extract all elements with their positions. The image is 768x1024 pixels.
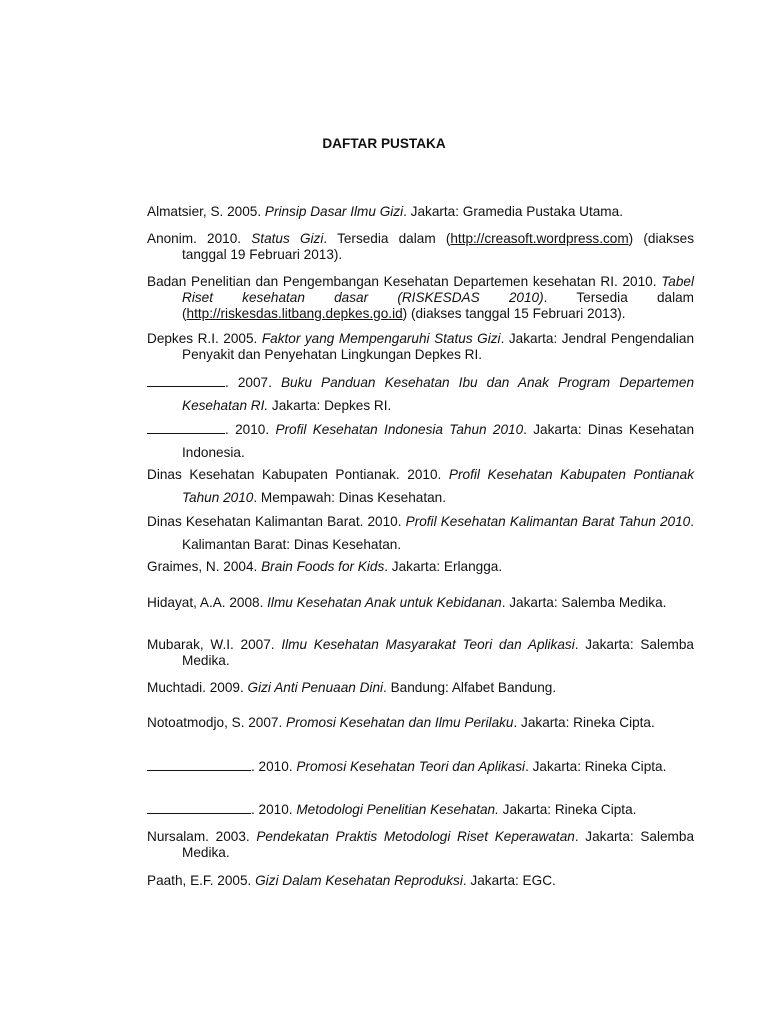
reference-text: . Jakarta: Salemba Medika. [501, 595, 667, 610]
reference-entry [147, 418, 694, 464]
reference-text: . Jakarta: EGC. [462, 873, 556, 888]
reference-text: Jakarta: Rineka Cipta. [498, 802, 637, 817]
reference-text: ) (diakses tanggal 15 Februari 2013). [402, 306, 626, 321]
reference-title: Promosi Kesehatan Teori dan Aplikasi [296, 759, 526, 774]
reference-entry [147, 204, 694, 220]
reference-text: Mubarak, W.I. 2007. [147, 637, 282, 652]
reference-text: Graimes, N. 2004. [147, 559, 262, 574]
reference-text: . Jakarta: Jendral Pengendalian Penyakit dan Penyehatan Lingkungan Depkes RI. [182, 331, 694, 362]
reference-title: Buku Panduan Kesehatan Ibu dan Anak Program Departemen Kesehatan RI. [182, 375, 694, 413]
reference-text: . 2010. [251, 802, 297, 817]
reference-text: Dinas Kesehatan Kalimantan Barat. 2010. [147, 514, 406, 529]
page-title: DAFTAR PUSTAKA [322, 136, 446, 151]
reference-title: Status Gizi [251, 231, 324, 246]
reference-text: . Tersedia dalam ( [323, 231, 451, 246]
reference-entry [147, 231, 694, 263]
reference-text: . Bandung: Alfabet Bandung. [383, 680, 557, 695]
reference-title: Pendekatan Praktis Metodologi Riset Keperawatan [256, 829, 575, 844]
reference-link[interactable]: http://creasoft.wordpress.com [450, 231, 629, 246]
reference-entry [147, 463, 694, 509]
reference-title: Tabel Riset kesehatan dasar (RISKESDAS 2010) [182, 274, 694, 305]
author-repeat-line [147, 432, 225, 434]
reference-text: Badan Penelitian dan Pengembangan Kesehatan Departemen kesehatan RI. 2010. [147, 274, 662, 289]
author-repeat-line [147, 769, 251, 771]
reference-title: Promosi Kesehatan dan Ilmu Perilaku [286, 715, 514, 730]
reference-entry [147, 274, 694, 322]
reference-text: Paath, E.F. 2005. [147, 873, 256, 888]
reference-text: . Jakarta: Gramedia Pustaka Utama. [403, 204, 623, 219]
reference-entry [147, 559, 694, 575]
reference-link[interactable]: http://riskesdas.litbang.depkes.go.id [186, 306, 403, 321]
reference-text: Depkes R.I. 2005. [147, 331, 262, 346]
reference-text: Jakarta: Depkes RI. [268, 398, 392, 413]
reference-text: Hidayat, A.A. 2008. [147, 595, 268, 610]
reference-entry [147, 680, 694, 696]
reference-title: Gizi Anti Penuaan Dini [247, 680, 384, 695]
reference-title: Prinsip Dasar Ilmu Gizi [264, 204, 404, 219]
reference-text: Dinas Kesehatan Kabupaten Pontianak. 2010. [147, 467, 449, 482]
reference-title: Gizi Dalam Kesehatan Reproduksi [255, 873, 463, 888]
reference-text: . Jakarta: Rineka Cipta. [525, 759, 667, 774]
reference-title: Profil Kesehatan Kabupaten Pontianak Tahun 2010 [182, 467, 695, 505]
reference-entry [147, 802, 694, 818]
reference-entry [147, 371, 694, 417]
reference-text: . Kalimantan Barat: Dinas Kesehatan. [182, 514, 694, 552]
reference-title: Ilmu Kesehatan Anak untuk Kebidanan [267, 595, 502, 610]
reference-text: Muchtadi. 2009. [147, 680, 248, 695]
reference-text: . Jakarta: Salemba Medika. [182, 829, 695, 860]
reference-entry [147, 637, 694, 669]
reference-text: . 2007. [225, 375, 281, 390]
reference-entry [147, 715, 694, 731]
reference-text: Anonim. 2010. [147, 231, 252, 246]
reference-entry [147, 873, 694, 889]
reference-text: . Jakarta: Dinas Kesehatan Indonesia. [182, 422, 695, 460]
reference-entry [147, 331, 694, 363]
reference-text: Almatsier, S. 2005. [147, 204, 265, 219]
reference-text: ) (diakses tanggal 19 Februari 2013). [182, 231, 694, 262]
reference-entry [147, 595, 694, 611]
reference-entry [147, 759, 694, 775]
reference-entry [147, 510, 694, 556]
author-repeat-line [147, 385, 225, 387]
reference-text: . Tersedia dalam ( [182, 290, 694, 321]
reference-title: Ilmu Kesehatan Masyarakat Teori dan Aplikasi [281, 637, 575, 652]
reference-text: . Mempawah: Dinas Kesehatan. [253, 490, 447, 505]
reference-text: . Jakarta: Salemba Medika. [182, 637, 694, 668]
reference-text: . 2010. [225, 422, 276, 437]
reference-title: Brain Foods for Kids [261, 559, 385, 574]
reference-entry [147, 829, 694, 861]
author-repeat-line [147, 812, 251, 814]
reference-title: Profil Kesehatan Indonesia Tahun 2010 [275, 422, 524, 437]
reference-text: . 2010. [251, 759, 297, 774]
reference-text: . Jakarta: Erlangga. [384, 559, 503, 574]
reference-title: Profil Kesehatan Kalimantan Barat Tahun 2010 [405, 514, 691, 529]
reference-text: Notoatmodjo, S. 2007. [147, 715, 287, 730]
reference-title: Faktor yang Mempengaruhi Status Gizi [261, 331, 501, 346]
reference-title: Metodologi Penelitian Kesehatan. [296, 802, 499, 817]
reference-text: Nursalam. 2003. [147, 829, 257, 844]
reference-text: . Jakarta: Rineka Cipta. [513, 715, 655, 730]
